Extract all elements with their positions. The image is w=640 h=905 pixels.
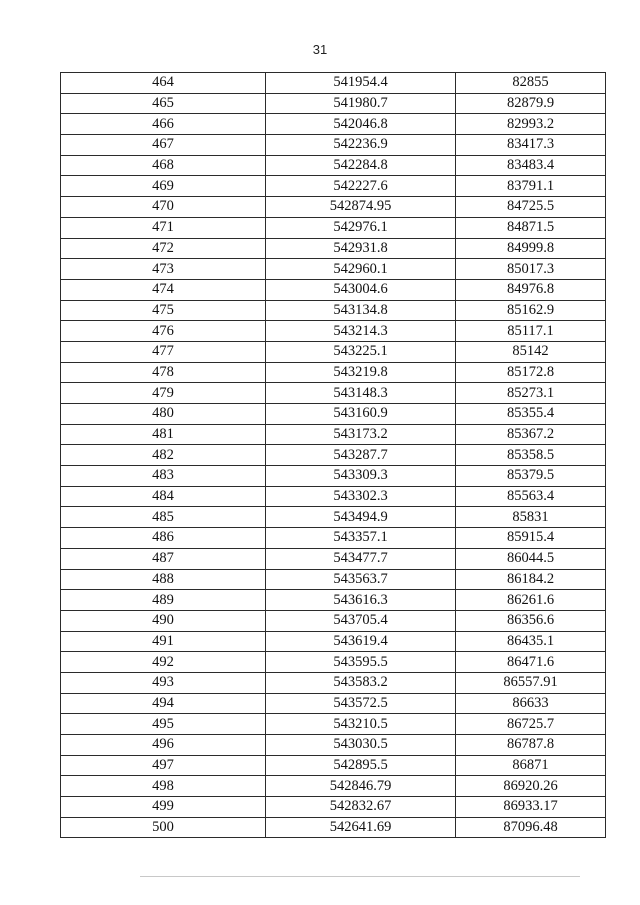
y-coordinate-cell: 84976.8 [456,279,606,300]
x-coordinate-cell: 543357.1 [266,528,456,549]
y-coordinate-cell: 83483.4 [456,155,606,176]
y-coordinate-cell: 83417.3 [456,135,606,156]
x-coordinate-cell: 542046.8 [266,114,456,135]
table-row [61,279,606,300]
table-row [61,321,606,342]
point-number-cell: 482 [61,445,266,466]
x-coordinate-cell: 543616.3 [266,590,456,611]
x-coordinate-cell: 543583.2 [266,672,456,693]
point-number-cell: 484 [61,486,266,507]
x-coordinate-cell: 543030.5 [266,735,456,756]
point-number-cell: 464 [61,73,266,94]
y-coordinate-cell: 85162.9 [456,300,606,321]
point-number-cell: 487 [61,548,266,569]
x-coordinate-cell: 543004.6 [266,279,456,300]
point-number-cell: 477 [61,341,266,362]
point-number-cell: 468 [61,155,266,176]
table-row [61,652,606,673]
y-coordinate-cell: 86725.7 [456,714,606,735]
y-coordinate-cell: 84725.5 [456,197,606,218]
table-row [61,155,606,176]
point-number-cell: 472 [61,238,266,259]
point-number-cell: 497 [61,755,266,776]
table-row [61,610,606,631]
point-number-cell: 499 [61,797,266,818]
point-number-cell: 469 [61,176,266,197]
y-coordinate-cell: 86557.91 [456,672,606,693]
y-coordinate-cell: 85915.4 [456,528,606,549]
x-coordinate-cell: 542846.79 [266,776,456,797]
point-number-cell: 489 [61,590,266,611]
x-coordinate-cell: 543173.2 [266,424,456,445]
point-number-cell: 493 [61,672,266,693]
table-row [61,693,606,714]
point-number-cell: 490 [61,610,266,631]
table-row [61,73,606,94]
y-coordinate-cell: 84871.5 [456,217,606,238]
x-coordinate-cell: 543572.5 [266,693,456,714]
y-coordinate-cell: 86261.6 [456,590,606,611]
y-coordinate-cell: 85379.5 [456,466,606,487]
table-row [61,300,606,321]
y-coordinate-cell: 85017.3 [456,259,606,280]
x-coordinate-cell: 542227.6 [266,176,456,197]
point-number-cell: 471 [61,217,266,238]
table-row [61,197,606,218]
y-coordinate-cell: 85142 [456,341,606,362]
y-coordinate-cell: 82879.9 [456,93,606,114]
table-row [61,341,606,362]
point-number-cell: 479 [61,383,266,404]
table-row [61,404,606,425]
point-number-cell: 488 [61,569,266,590]
table-row [61,817,606,838]
y-coordinate-cell: 85117.1 [456,321,606,342]
point-number-cell: 500 [61,817,266,838]
point-number-cell: 476 [61,321,266,342]
x-coordinate-cell: 543134.8 [266,300,456,321]
y-coordinate-cell: 86633 [456,693,606,714]
x-coordinate-cell: 543705.4 [266,610,456,631]
x-coordinate-cell: 542284.8 [266,155,456,176]
table-row [61,528,606,549]
x-coordinate-cell: 542960.1 [266,259,456,280]
table-row [61,259,606,280]
y-coordinate-cell: 82855 [456,73,606,94]
coordinates-table-body [61,73,606,838]
table-row [61,755,606,776]
point-number-cell: 480 [61,404,266,425]
table-row [61,672,606,693]
x-coordinate-cell: 543477.7 [266,548,456,569]
y-coordinate-cell: 86044.5 [456,548,606,569]
point-number-cell: 481 [61,424,266,445]
point-number-cell: 467 [61,135,266,156]
point-number-cell: 485 [61,507,266,528]
table-row [61,507,606,528]
x-coordinate-cell: 542976.1 [266,217,456,238]
table-row [61,93,606,114]
point-number-cell: 491 [61,631,266,652]
x-coordinate-cell: 541954.4 [266,73,456,94]
y-coordinate-cell: 86435.1 [456,631,606,652]
table-row [61,569,606,590]
y-coordinate-cell: 85367.2 [456,424,606,445]
table-row [61,114,606,135]
x-coordinate-cell: 542931.8 [266,238,456,259]
table-row [61,383,606,404]
x-coordinate-cell: 541980.7 [266,93,456,114]
table-row [61,776,606,797]
point-number-cell: 478 [61,362,266,383]
table-row [61,424,606,445]
point-number-cell: 498 [61,776,266,797]
x-coordinate-cell: 543225.1 [266,341,456,362]
y-coordinate-cell: 86871 [456,755,606,776]
table-row [61,445,606,466]
table-row [61,176,606,197]
point-number-cell: 486 [61,528,266,549]
table-row [61,135,606,156]
point-number-cell: 475 [61,300,266,321]
y-coordinate-cell: 83791.1 [456,176,606,197]
point-number-cell: 483 [61,466,266,487]
y-coordinate-cell: 85273.1 [456,383,606,404]
table-row [61,486,606,507]
y-coordinate-cell: 86933.17 [456,797,606,818]
point-number-cell: 465 [61,93,266,114]
x-coordinate-cell: 543619.4 [266,631,456,652]
x-coordinate-cell: 542874.95 [266,197,456,218]
table-row [61,548,606,569]
x-coordinate-cell: 542236.9 [266,135,456,156]
point-number-cell: 494 [61,693,266,714]
x-coordinate-cell: 543563.7 [266,569,456,590]
table-row [61,217,606,238]
y-coordinate-cell: 86920.26 [456,776,606,797]
y-coordinate-cell: 86184.2 [456,569,606,590]
y-coordinate-cell: 85831 [456,507,606,528]
page-number: 31 [312,42,328,57]
point-number-cell: 473 [61,259,266,280]
coordinates-table [60,72,606,838]
point-number-cell: 496 [61,735,266,756]
y-coordinate-cell: 86787.8 [456,735,606,756]
y-coordinate-cell: 85358.5 [456,445,606,466]
x-coordinate-cell: 543214.3 [266,321,456,342]
point-number-cell: 495 [61,714,266,735]
point-number-cell: 492 [61,652,266,673]
x-coordinate-cell: 543160.9 [266,404,456,425]
point-number-cell: 474 [61,279,266,300]
point-number-cell: 470 [61,197,266,218]
x-coordinate-cell: 543287.7 [266,445,456,466]
x-coordinate-cell: 543210.5 [266,714,456,735]
table-row [61,590,606,611]
table-row [61,238,606,259]
y-coordinate-cell: 85563.4 [456,486,606,507]
table-row [61,735,606,756]
table-row [61,362,606,383]
y-coordinate-cell: 84999.8 [456,238,606,259]
y-coordinate-cell: 86356.6 [456,610,606,631]
table-row [61,631,606,652]
table-row [61,797,606,818]
x-coordinate-cell: 542832.67 [266,797,456,818]
x-coordinate-cell: 542895.5 [266,755,456,776]
y-coordinate-cell: 85355.4 [456,404,606,425]
point-number-cell: 466 [61,114,266,135]
x-coordinate-cell: 543148.3 [266,383,456,404]
table-row [61,466,606,487]
table-row [61,714,606,735]
footer-rule [140,876,580,877]
x-coordinate-cell: 543309.3 [266,466,456,487]
y-coordinate-cell: 87096.48 [456,817,606,838]
y-coordinate-cell: 85172.8 [456,362,606,383]
y-coordinate-cell: 86471.6 [456,652,606,673]
x-coordinate-cell: 543595.5 [266,652,456,673]
x-coordinate-cell: 543302.3 [266,486,456,507]
x-coordinate-cell: 542641.69 [266,817,456,838]
y-coordinate-cell: 82993.2 [456,114,606,135]
x-coordinate-cell: 543219.8 [266,362,456,383]
x-coordinate-cell: 543494.9 [266,507,456,528]
